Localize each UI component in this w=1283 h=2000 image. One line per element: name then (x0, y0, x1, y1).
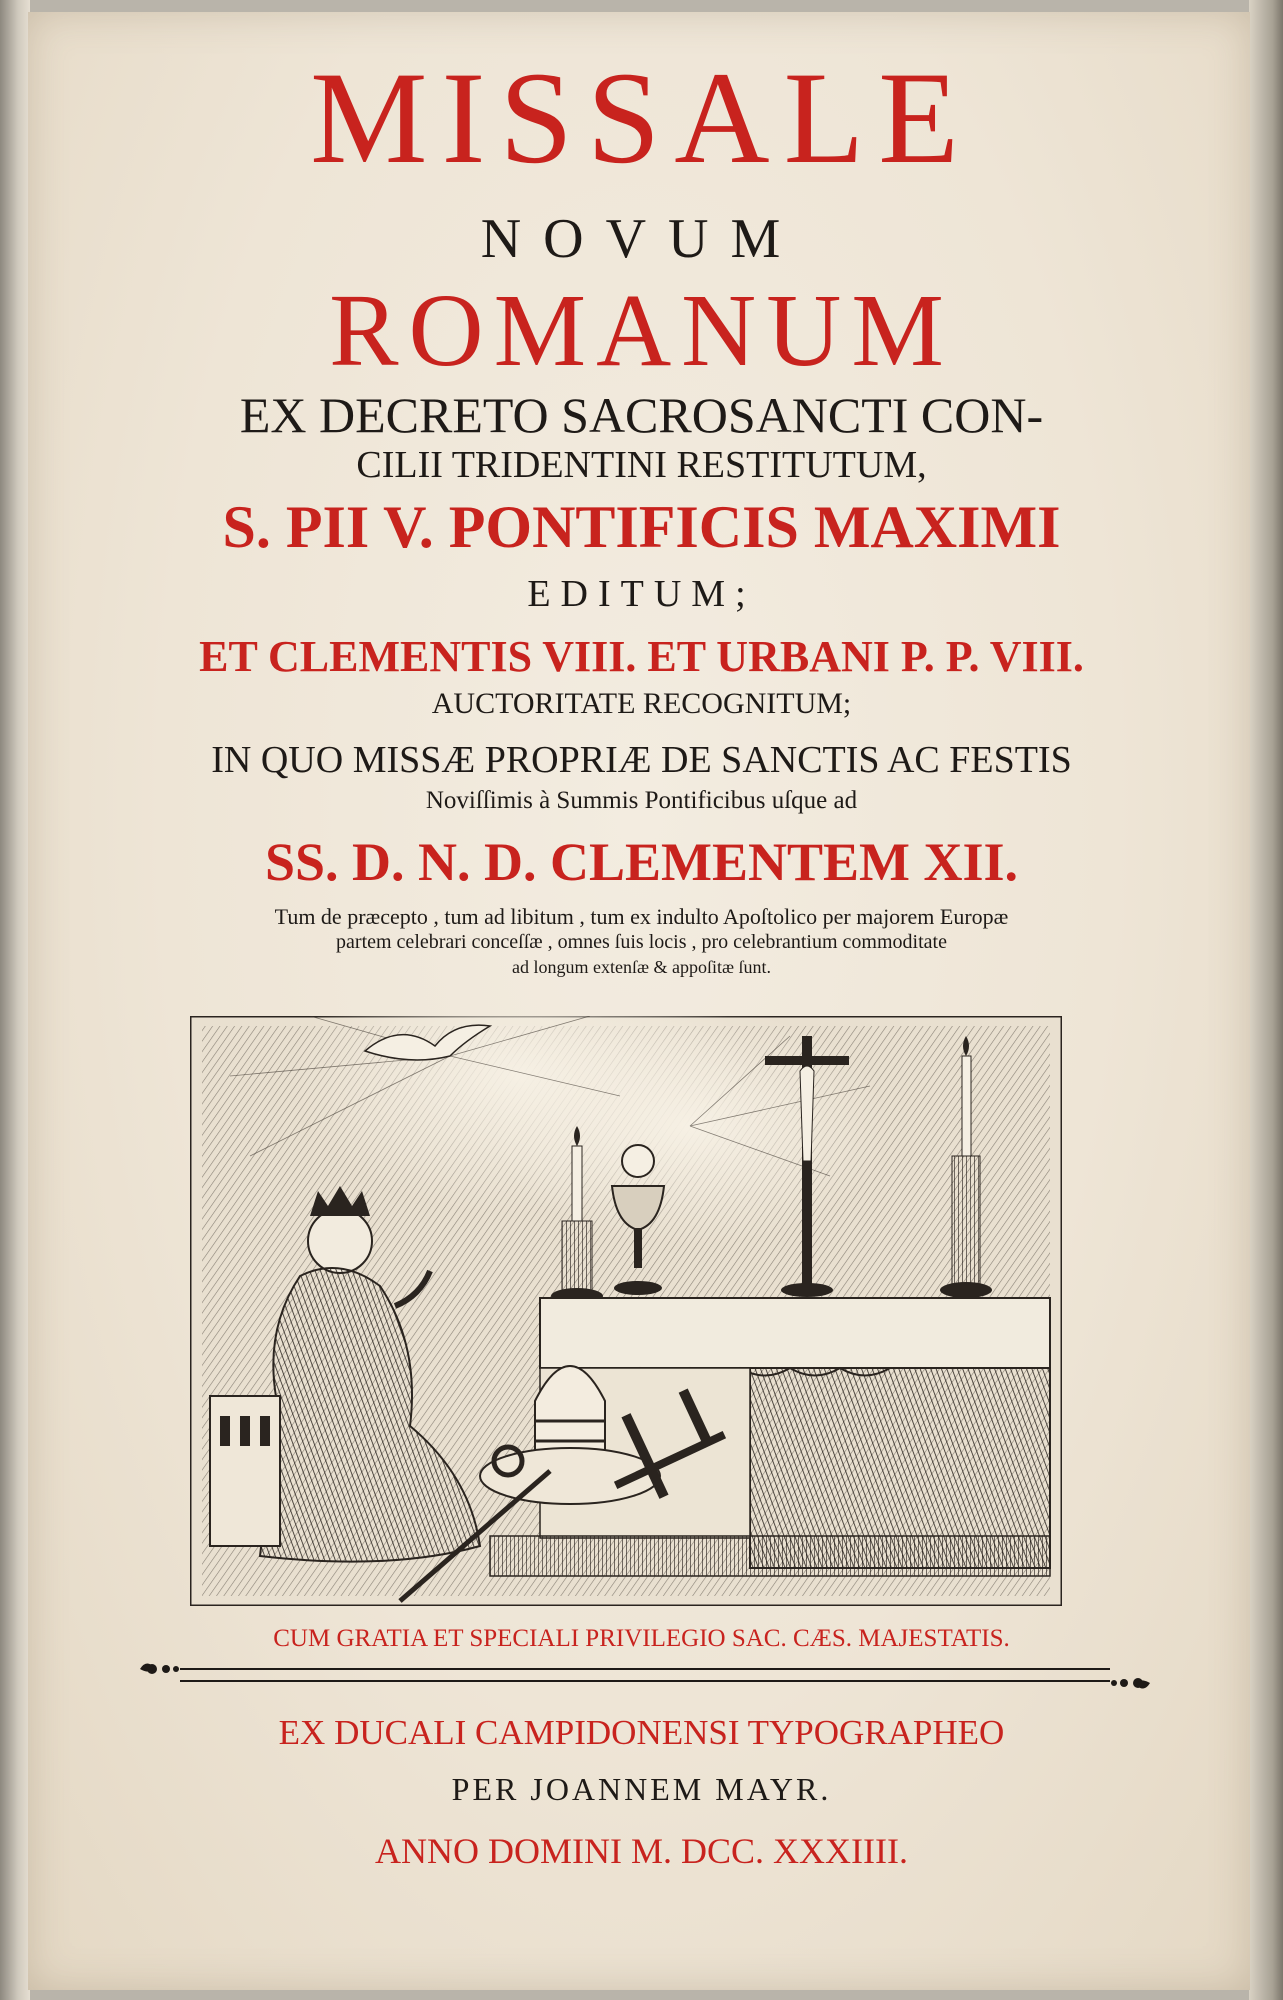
frontispiece-engraving (190, 1016, 1062, 1606)
title-novum: NOVUM (480, 208, 803, 270)
title-line-auctoritate: AUCTORITATE RECOGNITUM; (431, 687, 852, 720)
title-line-ad-longum: ad longum extenſæ & appoſitæ ſunt. (512, 957, 771, 977)
title-line-concilii: CILII TRIDENTINI RESTITUTUM, (356, 444, 927, 486)
imprint-mayr: PER JOANNEM MAYR. (451, 1771, 832, 1807)
imprint-anno: ANNO DOMINI M. DCC. XXXIIII. (375, 1831, 908, 1871)
title-line-pii: S. PII V. PONTIFICIS MAXIMI (222, 494, 1061, 560)
fleuron-left-icon (140, 1663, 179, 1674)
title-line-in-quo: IN QUO MISSÆ PROPRIÆ DE SANCTIS AC FESTIS (211, 739, 1072, 781)
title-line-decreto: EX DECRETO SACROSANCTI CON- (239, 387, 1044, 443)
title-missale: MISSALE (310, 44, 973, 191)
church-model-icon (210, 1396, 280, 1546)
imprint-ducali: EX DUCALI CAMPIDONENSI TYPOGRAPHEO (278, 1713, 1005, 1752)
title-line-tum: Tum de præcepto , tum ad libitum , tum ex indulto Apoſtolico per majorem Europæ (274, 904, 1009, 929)
ornamental-rule (130, 1655, 1160, 1695)
title-line-novissimis: Noviſſimis à Summis Pontificibus uſque ad (425, 787, 858, 814)
title-line-clementis: ET CLEMENTIS VIII. ET URBANI P. P. VIII. (199, 632, 1084, 681)
ornamental-rule-svg (130, 1655, 1160, 1695)
privilege-line: CUM GRATIA ET SPECIALI PRIVILEGIO SAC. CÆS. MAJESTATIS. (273, 1625, 1010, 1652)
title-romanum: ROMANUM (329, 273, 954, 388)
title-line-clementem: SS. D. N. D. CLEMENTEM XII. (264, 832, 1019, 892)
title-line-editum: EDITUM; (527, 573, 756, 615)
engraving-svg (190, 1016, 1062, 1606)
title-line-partem: partem celebrari conceſſæ , omnes ſuis locis , pro celebrantium commoditate (336, 931, 947, 953)
fleuron-right-icon (1111, 1678, 1150, 1689)
